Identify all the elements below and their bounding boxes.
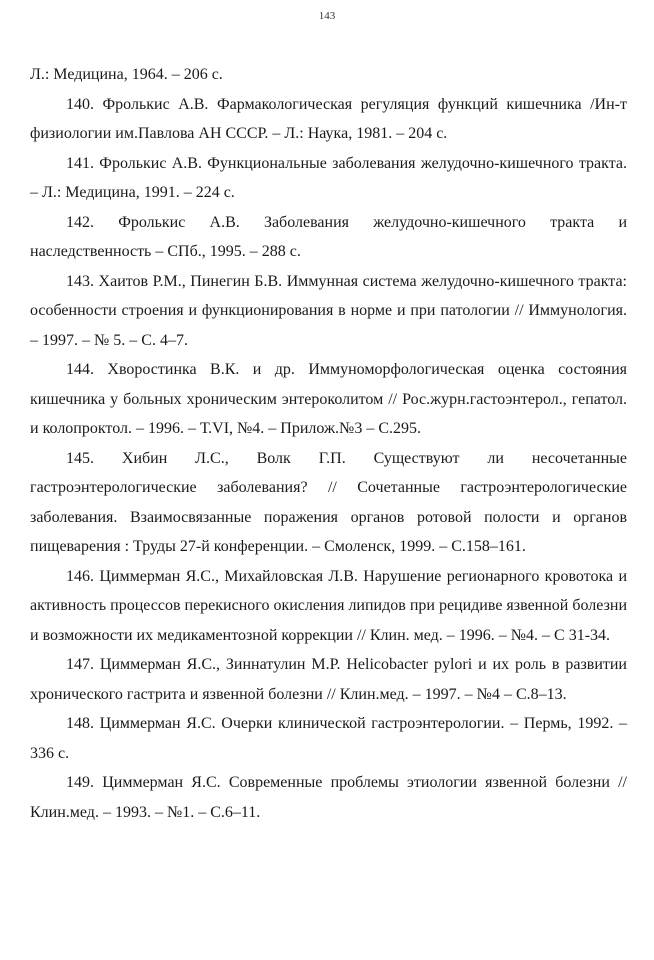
reference-142: 142. Фролькис А.В. Заболевания желудочно-кишечного тракта и наследственность – СПб., 1995. – 288 с. xyxy=(30,213,627,260)
reference-148: 148. Циммерман Я.С. Очерки клинической гастроэнтерологии. – Пермь, 1992. – 336 с. xyxy=(30,715,627,762)
reference-141: 141. Фролькис А.В. Функциональные заболевания желудочно-кишечного тракта. – Л.: Медицина, 1991. – 224 с. xyxy=(30,154,627,201)
reference-143: 143. Хаитов Р.М., Пинегин Б.В. Иммунная система желудочно-кишечного тракта: особенности строения и функционирования в норме и при патологии // Иммунология. – 1997. – № 5. – С. 4–7. xyxy=(30,272,627,349)
reference-149: 149. Циммерман Я.С. Современные проблемы этиологии язвенной болезни // Клин.мед. – 1993. – №1. – С.6–11. xyxy=(30,774,627,821)
reference-list xyxy=(30,60,627,827)
reference-140: 140. Фролькис А.В. Фармакологическая регуляция функций кишечника /Ин-т физиологии им.Павлова АН СССР. – Л.: Наука, 1981. – 204 с. xyxy=(30,95,627,142)
reference-147: 147. Циммерман Я.С., Зиннатулин М.Р. Helicobacter pylori и их роль в развитии хронического гастрита и язвенной болезни // Клин.мед. – 1997. – №4 – С.8–13. xyxy=(30,656,627,703)
reference-continuation: Л.: Медицина, 1964. – 206 с. xyxy=(30,66,223,83)
page-number: 143 xyxy=(318,10,336,22)
reference-144: 144. Хворостинка В.К. и др. Иммуноморфологическая оценка состояния кишечника у больных хроническим энтероколитом // Рос.журн.гастоэнтерол., гепатол. и колопроктол. – 1996. – Т.VI, №4. – Прилож.№3 – С.295. xyxy=(30,361,627,437)
reference-146: 146. Циммерман Я.С., Михайловская Л.В. Нарушение регионарного кровотока и активность процессов перекисного окисления липидов при рецидиве язвенной болезни и возможности их медикаментозной коррекции // Клин. мед. – 1996. – №4. – С 31-34. xyxy=(30,567,628,644)
reference-145: 145. Хибин Л.С., Волк Г.П. Существуют ли несочетанные гастроэнтерологические заболевания? // Сочетанные гастроэнтерологические заболевания. Взаимосвязанные поражения органов ротовой полости и органов пищеварения : Труды 27-й конференции. – Смоленск, 1999. – С.158–161. xyxy=(30,449,627,555)
